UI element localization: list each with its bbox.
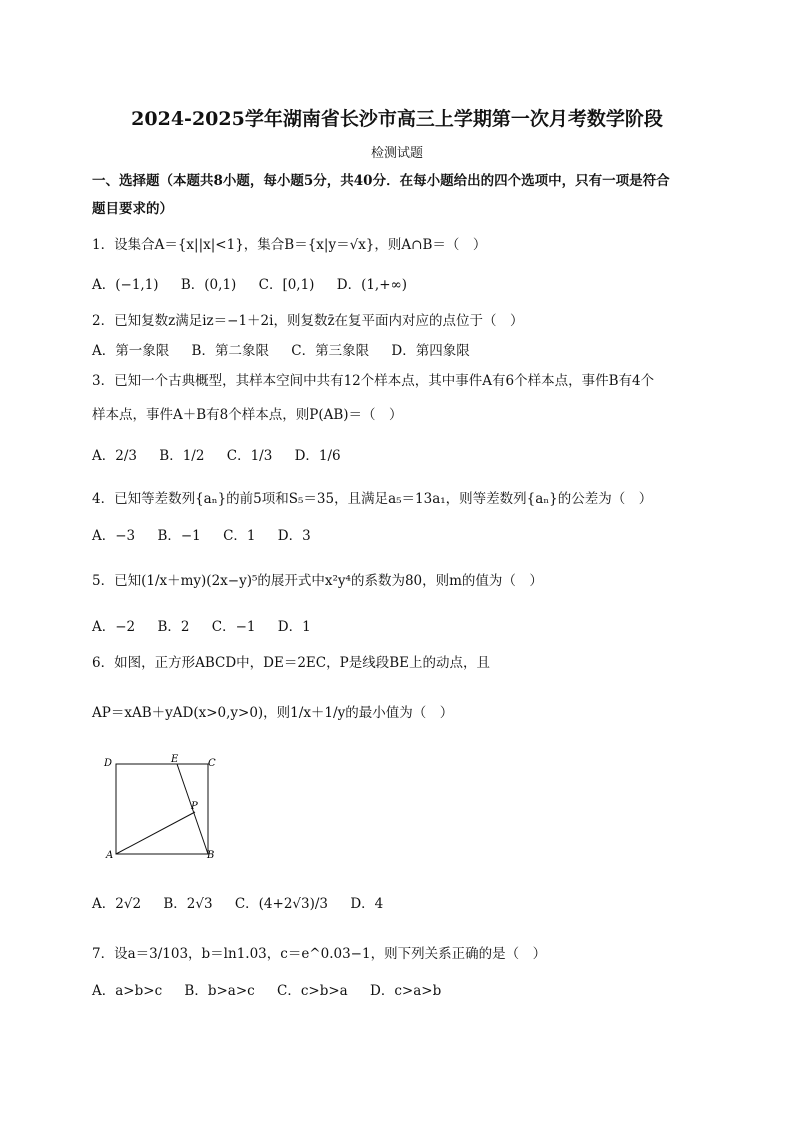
segment-ap xyxy=(116,812,195,854)
option-c: C．第三象限 xyxy=(291,343,370,359)
section-heading: 一、选择题（本题共8小题，每小题5分，共40分．在每小题给出的四个选项中，只有一项是符合 xyxy=(92,173,670,189)
option-a: A．(−1,1) xyxy=(92,277,159,293)
question-2-stem: 2．已知复数z满足iz＝−1＋2i，则复数z̄在复平面内对应的点位于（ ） xyxy=(92,313,524,329)
option-a: A．a>b>c xyxy=(92,983,163,999)
label-c: C xyxy=(208,758,216,769)
option-a: A．2√2 xyxy=(92,896,142,912)
question-3-stem-cont: 样本点，事件A＋B有8个样本点，则P(AB)＝（ ） xyxy=(92,407,403,423)
question-3-stem: 3．已知一个古典概型，其样本空间中共有12个样本点，其中事件A有6个样本点，事件B有4个 xyxy=(92,373,655,389)
label-b: B xyxy=(207,850,215,861)
label-a: A xyxy=(106,850,114,861)
question-6-stem: 6．如图，正方形ABCD中，DE＝2EC，P是线段BE上的动点，且 xyxy=(92,655,490,671)
section-heading-cont: 题目要求的） xyxy=(92,201,173,217)
question-6-options xyxy=(92,895,401,913)
option-d: D．3 xyxy=(277,528,311,544)
option-b: B．(0,1) xyxy=(180,277,237,293)
option-b: B．−1 xyxy=(157,528,201,544)
label-p: P xyxy=(191,801,198,812)
option-a: A．−3 xyxy=(92,528,136,544)
option-a: A．第一象限 xyxy=(92,343,170,359)
option-c: C．−1 xyxy=(211,619,256,635)
option-b: B．2√3 xyxy=(163,896,213,912)
option-d: D．1 xyxy=(277,619,311,635)
question-7-stem: 7．设a＝3/103，b＝ln1.03，c＝e^0.03−1，则下列关系正确的是（ ） xyxy=(92,946,547,962)
option-c: C．[0,1) xyxy=(258,277,315,293)
option-b: B．第二象限 xyxy=(191,343,269,359)
option-a: A．2/3 xyxy=(92,448,137,464)
option-c: C．c>b>a xyxy=(277,983,348,999)
option-c: C．1/3 xyxy=(226,448,273,464)
question-6-stem-cont: AP＝xAB＋yAD(x>0,y>0)，则1/x＋1/y的最小值为（ ） xyxy=(92,705,454,721)
page-title: 2024-2025学年湖南省长沙市高三上学期第一次月考数学阶段 xyxy=(131,108,663,130)
option-c: C．1 xyxy=(223,528,256,544)
question-2-options xyxy=(92,342,488,360)
option-d: D．第四象限 xyxy=(391,343,470,359)
page-subtitle: 检测试题 xyxy=(370,146,423,161)
question-5-options xyxy=(92,618,329,636)
question-7-options xyxy=(92,982,459,1000)
option-a: A．−2 xyxy=(92,619,136,635)
option-d: D．(1,+∞) xyxy=(336,277,408,293)
option-d: D．c>a>b xyxy=(370,983,442,999)
label-d: D xyxy=(104,758,113,769)
option-b: B．1/2 xyxy=(159,448,205,464)
question-3-options xyxy=(92,447,359,465)
label-e: E xyxy=(171,754,179,765)
option-d: D．1/6 xyxy=(294,448,341,464)
square-figure xyxy=(100,752,230,864)
question-1-stem: 1．设集合A＝{x||x|<1}，集合B＝{x|y＝√x}，则A∩B＝（ ） xyxy=(92,237,487,253)
question-4-stem: 4．已知等差数列{aₙ}的前5项和S₅＝35，且满足a₅＝13a₁，则等差数列{aₙ}的公差为（ ） xyxy=(92,491,653,507)
question-1-options xyxy=(92,276,425,294)
option-b: B．2 xyxy=(157,619,190,635)
option-c: C．(4+2√3)/3 xyxy=(234,896,329,912)
option-b: B．b>a>c xyxy=(184,983,255,999)
question-5-stem: 5．已知(1/x＋my)(2x−y)⁵的展开式中x²y⁴的系数为80，则m的值为（ ） xyxy=(92,573,543,589)
option-d: D．4 xyxy=(350,896,384,912)
question-4-options xyxy=(92,527,329,545)
